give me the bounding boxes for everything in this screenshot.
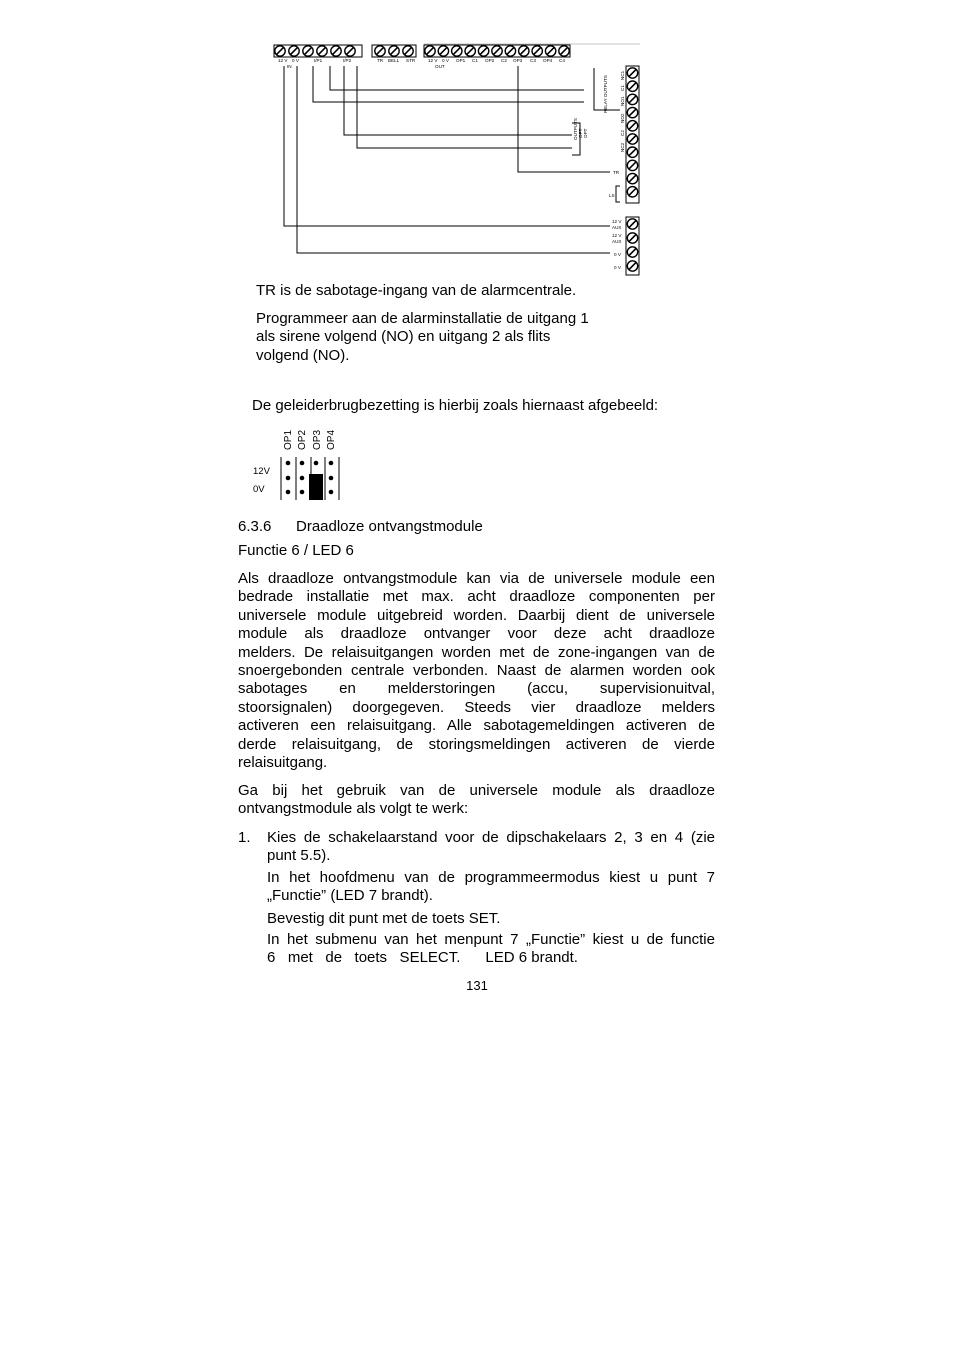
label-nc1: NC1 [620, 70, 625, 80]
jumper-col-op4: OP4 [326, 429, 337, 450]
label-in: IN [287, 64, 292, 69]
label-c1-right: C1 [620, 85, 625, 91]
label-str: STR [406, 58, 416, 63]
program-line: Programmeer aan de alarminstallatie de uitgang 1 [256, 310, 589, 327]
body-line: snoergebonden centrale verbonden. Naast de alarmen worden ook [238, 662, 715, 680]
list-line: Kies de schakelaarstand voor de dipschakelaars 2, 3 en 4 (zie [267, 829, 715, 846]
list-line: „Functie” (LED 7 brandt). [267, 887, 433, 905]
label-tr-top: TR [377, 58, 384, 63]
label-12v-out: 12 V [428, 58, 438, 63]
body-line: activeren een relaisuitgang. Alle sabotagemeldingen activeren de [238, 717, 715, 735]
label-out: OUT [435, 64, 445, 69]
body-line: sabotages en melderstoringen (accu, supervisionuitval, [238, 680, 715, 698]
label-tr-right: TR [613, 170, 620, 175]
label-opt-2: OPT [578, 128, 583, 138]
right-terminal-screws [627, 68, 637, 271]
jumper-diagram [250, 426, 350, 506]
body-paragraph-2 [238, 782, 715, 819]
body-line: melders. De relaisuitgangen worden met de zone-ingangen van de [238, 643, 715, 661]
list-item-1 [267, 829, 715, 968]
body-line: Als draadloze ontvangstmodule kan via de universele module een [238, 570, 715, 587]
tr-note: TR is de sabotage-ingang van de alarmcentrale. [256, 282, 577, 299]
body-line: module als draadloze ontvanger voor deze acht draadloze [238, 625, 715, 643]
label-opt-1: OPT [583, 128, 588, 138]
label-12v-aux-1: 12 V [612, 219, 622, 224]
list-marker-1: 1. [238, 829, 251, 846]
label-op2: OP2 [485, 58, 495, 63]
jumper-row-12v: 12V [253, 466, 270, 477]
body-paragraph-1 [238, 570, 715, 772]
label-c2: C2 [501, 58, 507, 63]
body-line: stoorsignalen) doorgegeven. Steeds vier draadloze melders [238, 698, 715, 716]
label-no1: NO1 [620, 96, 625, 106]
jumper-intro: De geleiderbrugbezetting is hierbij zoals hiernaast afgebeeld: [252, 397, 659, 414]
section-subtitle: Functie 6 / LED 6 [238, 542, 354, 559]
label-c4: C4 [559, 58, 565, 63]
label-0v-in: 0 V [292, 58, 299, 63]
label-0v-out: 0 V [442, 58, 449, 63]
label-c3: C3 [530, 58, 536, 63]
label-ls: LS [609, 193, 615, 198]
label-aux-1: AUX [612, 225, 622, 230]
label-ip2: I/P2 [343, 58, 352, 63]
body-line: derde relaisuitgang, de storingsmeldingen activeren de vierde [238, 735, 715, 753]
label-ip1: I/P1 [314, 58, 323, 63]
label-op4: OP4 [543, 58, 553, 63]
label-relay-outputs: RELAY OUTPUTS [603, 75, 608, 113]
label-op1: OP1 [456, 58, 466, 63]
body-line: ontvangstmodule als volgt te werk: [238, 800, 469, 818]
wiring-diagram [270, 40, 645, 280]
label-c2-right: C2 [620, 130, 625, 136]
body-line: Ga bij het gebruik van de universele module als draadloze [238, 782, 715, 799]
label-c1: C1 [472, 58, 478, 63]
section-title: Draadloze ontvangstmodule [296, 518, 483, 535]
label-no2: NO2 [620, 113, 625, 123]
program-line: volgend (NO). [256, 346, 350, 364]
jumper-col-op2: OP2 [297, 429, 308, 450]
top-terminal-screws [275, 46, 569, 56]
program-paragraph [256, 310, 589, 365]
program-line: als sirene volgend (NO) en uitgang 2 als flits [256, 328, 551, 346]
label-op3: OP3 [513, 58, 523, 63]
body-line: relaisuitgang. [238, 754, 328, 772]
list-line: Bevestig dit punt met de toets SET. [267, 909, 501, 927]
page-number: 131 [466, 978, 488, 993]
jumper-col-op1: OP1 [283, 429, 294, 450]
label-0v-2: 0 V [614, 265, 621, 270]
label-0v-1: 0 V [614, 252, 621, 257]
list-line: In het submenu van het menpunt 7 „Functie” kiest u de functie [267, 931, 715, 949]
list-line: In het hoofdmenu van de programmeermodus kiest u punt 7 [267, 868, 715, 886]
jumper-col-op3: OP3 [312, 429, 323, 450]
label-12v-in: 12 V [278, 58, 288, 63]
body-line: bedrade installatie met max. acht draadloze componenten per [238, 588, 715, 606]
section-number: 6.3.6 [238, 518, 272, 535]
list-line: punt 5.5). [267, 847, 331, 865]
label-outputs: OUTPUTS [573, 118, 578, 140]
body-line: universele module uitgebreid worden. Daarbij dient de universele [238, 606, 715, 624]
jumper-row-0v: 0V [253, 484, 265, 495]
list-line: 6 met de toets SELECT. LED 6 brandt. [267, 949, 578, 967]
label-12v-aux-2: 12 V [612, 233, 622, 238]
label-nc2: NC2 [620, 142, 625, 152]
label-aux-2: AUX [612, 239, 622, 244]
jumper-bridge-op3 [309, 474, 323, 500]
label-bell: BELL [388, 58, 400, 63]
